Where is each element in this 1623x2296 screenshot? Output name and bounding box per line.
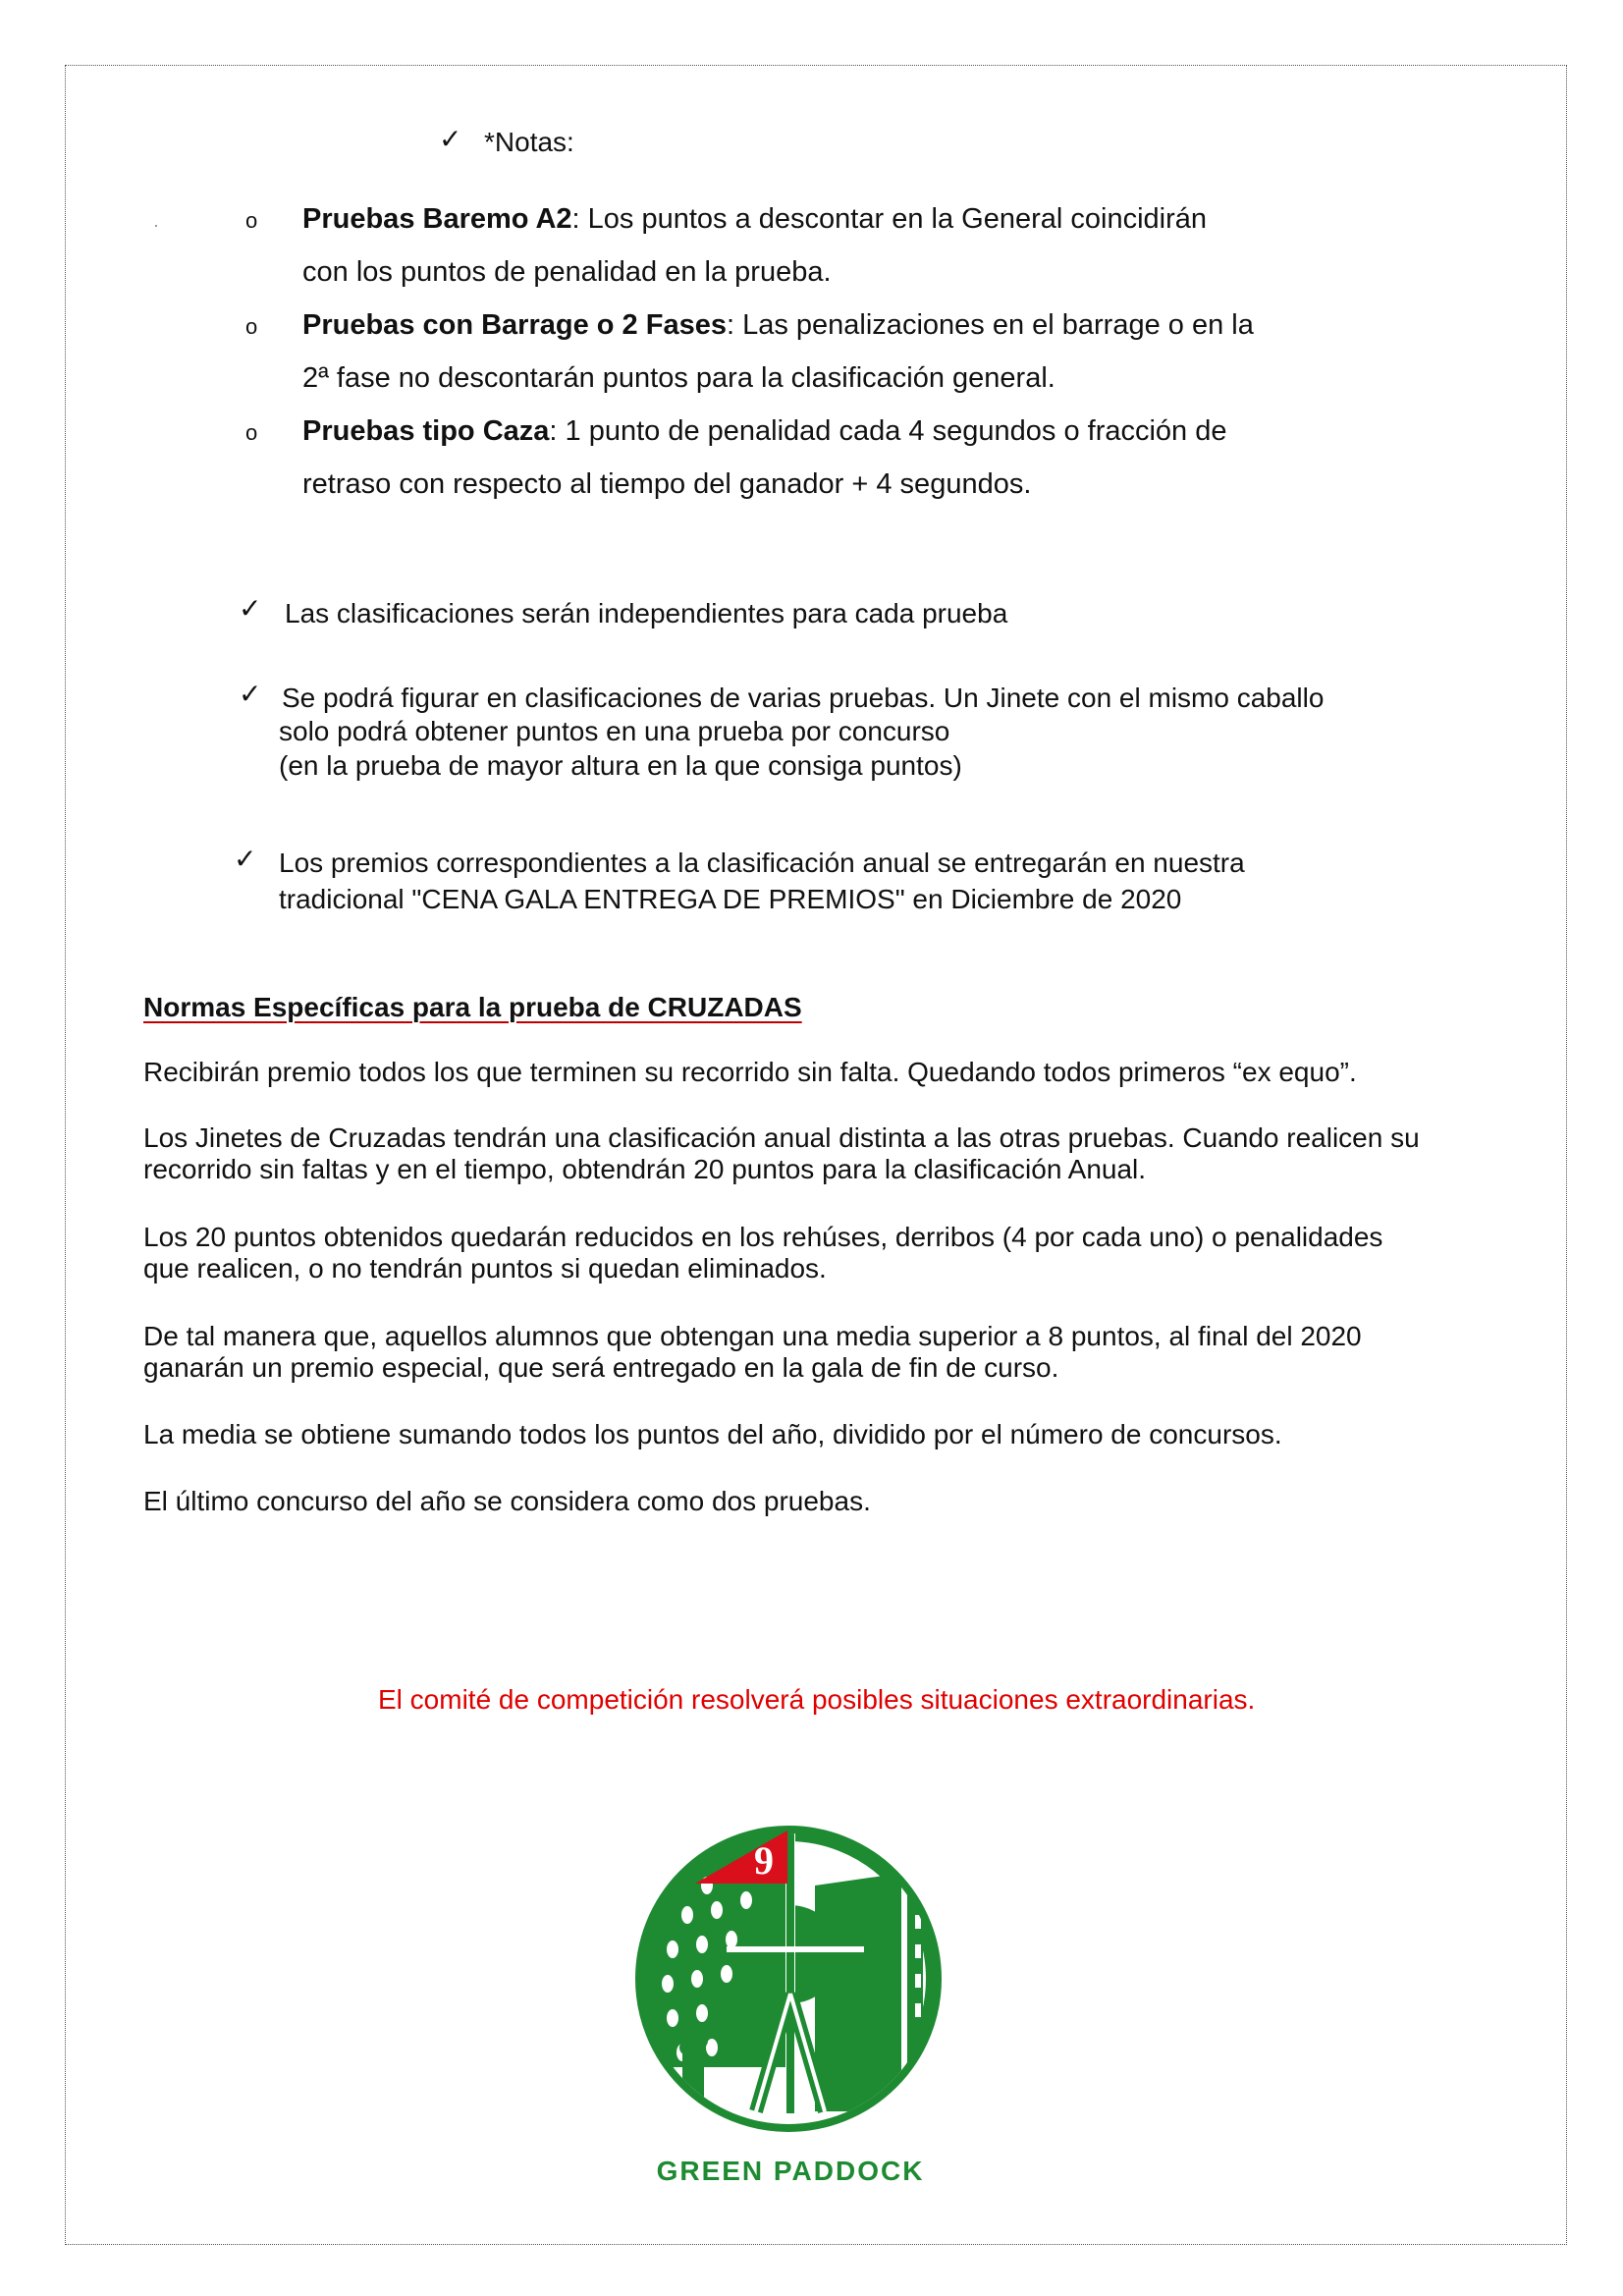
checkmark-icon: ✓: [239, 679, 262, 709]
notas-title: *Notas:: [484, 127, 574, 157]
bullet-circle-icon: o: [245, 420, 258, 445]
check-item-line: (en la prueba de mayor altura en la que consiga puntos): [279, 750, 962, 781]
paragraph-line: Los Jinetes de Cruzadas tendrán una clasificación anual distinta a las otras pruebas. Cuando realicen su: [143, 1122, 1420, 1153]
logo-name: GREEN PADDOCK: [656, 2156, 925, 2186]
check-item-premios: [279, 845, 1245, 917]
committee-note: El comité de competición resolverá posibles situaciones extraordinarias.: [378, 1684, 1256, 1715]
paragraph-line: recorrido sin faltas y en el tiempo, obtendrán 20 puntos para la clasificación Anual.: [143, 1154, 1147, 1184]
nota-item-text: retraso con respecto al tiempo del ganador + 4 segundos.: [302, 468, 1032, 500]
cruzadas-paragraph: [143, 1055, 1357, 1090]
nota-item-text: con los puntos de penalidad en la prueba.: [302, 256, 832, 288]
nota-item-baremo: [302, 192, 1207, 299]
cruzadas-paragraph: [143, 1122, 1420, 1185]
cruzadas-paragraph: [143, 1222, 1382, 1285]
check-item-independientes: [285, 596, 1007, 631]
checkmark-icon: ✓: [234, 844, 257, 874]
check-item-varias-pruebas: [279, 681, 1325, 785]
paragraph-line: Los 20 puntos obtenidos quedarán reducidos en los rehúses, derribos (4 por cada uno) o penalidades: [143, 1222, 1383, 1252]
paragraph-line: ganarán un premio especial, que será entregado en la gala de fin de curso.: [143, 1352, 1059, 1383]
checkmark-icon: ✓: [439, 124, 462, 154]
paragraph-line: que realicen, o no tendrán puntos si quedan eliminados.: [143, 1253, 827, 1284]
bullet-circle-icon: o: [245, 208, 258, 233]
check-item-line: Los premios correspondientes a la clasificación anual se entregarán en nuestra: [279, 847, 1245, 878]
check-item-line: solo podrá obtener puntos en una prueba por concurso: [279, 716, 950, 746]
green-paddock-logo: [589, 1817, 992, 2190]
paragraph-line: El último concurso del año se considera como dos pruebas.: [143, 1486, 871, 1516]
check-item-line: Se podrá figurar en clasificaciones de varias pruebas. Un Jinete con el mismo caballo: [282, 683, 1325, 713]
cruzadas-paragraph: [143, 1417, 1282, 1452]
check-item-line: Las clasificaciones serán independientes para cada prueba: [285, 598, 1008, 629]
logo-number: 9: [754, 1838, 774, 1883]
nota-item-title: Pruebas tipo Caza: [302, 415, 550, 447]
nota-item-title: Pruebas con Barrage o 2 Fases: [302, 309, 727, 341]
cruzadas-paragraph: [143, 1321, 1362, 1384]
checkmark-icon: ✓: [239, 593, 262, 624]
nota-item-title: Pruebas Baremo A2: [302, 203, 572, 235]
cruzadas-heading: Normas Específicas para la prueba de CRUZADAS: [143, 992, 802, 1022]
nota-item-text: : Los puntos a descontar en la General coincidirán: [571, 203, 1208, 235]
nota-item-caza: [302, 405, 1227, 511]
nota-item-text: : Las penalizaciones en el barrage o en la: [726, 309, 1254, 341]
paragraph-line: La media se obtiene sumando todos los puntos del año, dividido por el número de concursos.: [143, 1419, 1282, 1449]
cruzadas-paragraph: [143, 1484, 871, 1519]
nota-item-barrage: [302, 299, 1254, 405]
bullet-circle-icon: o: [245, 314, 258, 339]
stray-dot: [155, 225, 157, 227]
check-item-line: tradicional "CENA GALA ENTREGA DE PREMIOS" en Diciembre de 2020: [279, 884, 1182, 914]
nota-item-text: 2ª fase no descontarán puntos para la clasificación general.: [302, 362, 1055, 394]
nota-item-text: : 1 punto de penalidad cada 4 segundos o fracción de: [549, 415, 1227, 447]
paragraph-line: De tal manera que, aquellos alumnos que obtengan una media superior a 8 puntos, al final del 2020: [143, 1321, 1362, 1351]
paragraph-line: Recibirán premio todos los que terminen su recorrido sin falta. Quedando todos primeros “ex equo”.: [143, 1057, 1357, 1087]
